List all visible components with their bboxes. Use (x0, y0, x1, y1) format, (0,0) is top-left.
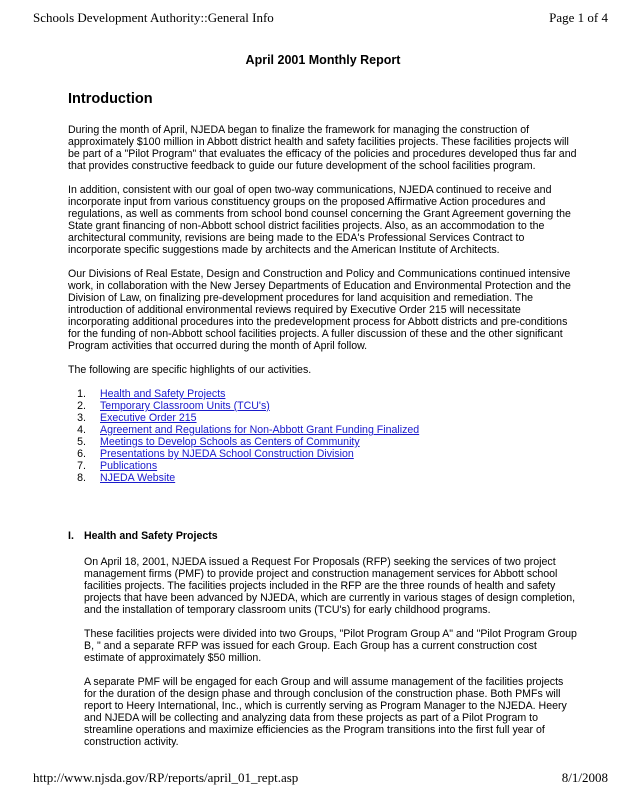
intro-heading: Introduction (68, 91, 153, 107)
intro-paragraph-2: In addition, consistent with our goal of open two-way communications, NJEDA continued to receive and incorporate input from various constituency groups on the proposed Affirmative Action procedures and regulations, as well as comments from school bond counsel concerning the Grant Agreement governing the State grant financing of non-Abbott school district facilities projects. Also, as an accommodation to the architectural community, revisions are being made to the EDA's Professional Services Contract to incorporate specific suggestions made by architects and the American Institute of Architects. (68, 184, 571, 256)
toc-link-tcu[interactable]: Temporary Classroom Units (TCU's) (100, 400, 270, 412)
report-title: April 2001 Monthly Report (245, 53, 401, 67)
header-page-number: Page 1 of 4 (549, 10, 608, 25)
list-item (100, 400, 578, 412)
list-item (100, 424, 578, 436)
section-paragraph-2: These facilities projects were divided into two Groups, "Pilot Program Group A" and "Pilot Program Group B, " and a separate RFP was issued for each Group. Each Group has a current construction cost estimate of approximately $50 million. (84, 628, 577, 664)
list-item (100, 412, 578, 424)
section-paragraph-1: On April 18, 2001, NJEDA issued a Request For Proposals (RFP) seeking the services of two project management firms (PMF) to provide project and construction management services for Abbott school facilities projects. The facilities projects included in the RFP are the three rounds of health and safety projects that have been advanced by NJEDA, which are currently in various stages of design completion, and the installation of temporary classroom units (TCU's) for early childhood programs. (84, 556, 576, 616)
toc-link-presentations[interactable]: Presentations by NJEDA School Construction Division (100, 448, 354, 460)
report-content (68, 52, 578, 760)
section-number: I. (68, 530, 74, 542)
intro-paragraph-3: Our Divisions of Real Estate, Design and Construction and Policy and Communications continued intensive work, in collaboration with the New Jersey Departments of Education and Environmental Protection and the Division of Law, on finalizing pre-development procedures for land acquisition and remediation. The introduction of additional environmental reviews required by Executive Order 215 will necessitate incorporating additional procedures into the predevelopment process for Abbott districts and pre-conditions for the funding of non-Abbott school facilities projects. A fuller discussion of these and the other significant Program activities that occurred during the month of April follow. (68, 268, 571, 352)
intro-paragraph-1: During the month of April, NJEDA began to finalize the framework for managing the construction of approximately $100 million in Abbott district health and safety facilities projects. These facilities projects will be part of a "Pilot Program" that evaluates the efficacy of the policies and procedures developed thus far and that provides constructive feedback to guide our future development of the school facilities program. (68, 124, 577, 172)
toc-link-non-abbott-grant[interactable]: Agreement and Regulations for Non-Abbott Grant Funding Finalized (100, 424, 420, 436)
toc-link-publications[interactable]: Publications (100, 460, 158, 472)
section-body (68, 556, 578, 748)
list-item (100, 460, 578, 472)
footer-url: http://www.njsda.gov/RP/reports/april_01_rept.asp (33, 770, 299, 785)
highlights-list (68, 388, 578, 484)
list-item (100, 448, 578, 460)
header-site-title: Schools Development Authority::General Info (33, 10, 274, 25)
intro-paragraph-4: The following are specific highlights of our activities. (68, 364, 312, 376)
list-item (100, 388, 578, 400)
page-footer (33, 770, 608, 788)
section-heading (68, 530, 578, 542)
toc-link-executive-order[interactable]: Executive Order 215 (100, 412, 197, 424)
toc-link-meetings[interactable]: Meetings to Develop Schools as Centers of Community (100, 436, 360, 448)
section-paragraph-3: A separate PMF will be engaged for each Group and will assume management of the facilities projects for the duration of the design phase and through conclusion of the construction phase. Both PMFs will report to Heery International, Inc., which is currently serving as Program Manager to the NJEDA. Heery and NJEDA will be collecting and analyzing data from these projects as part of a Pilot Program to streamline operations and maximize efficiencies as the Program transitions into the first full year of construction activity. (84, 676, 567, 748)
toc-link-website[interactable]: NJEDA Website (100, 472, 176, 484)
list-item (100, 436, 578, 448)
page-header (33, 10, 608, 30)
footer-date: 8/1/2008 (561, 770, 608, 785)
toc-link-health-safety[interactable]: Health and Safety Projects (100, 388, 226, 400)
list-item (100, 472, 578, 484)
section-title: Health and Safety Projects (84, 530, 218, 542)
